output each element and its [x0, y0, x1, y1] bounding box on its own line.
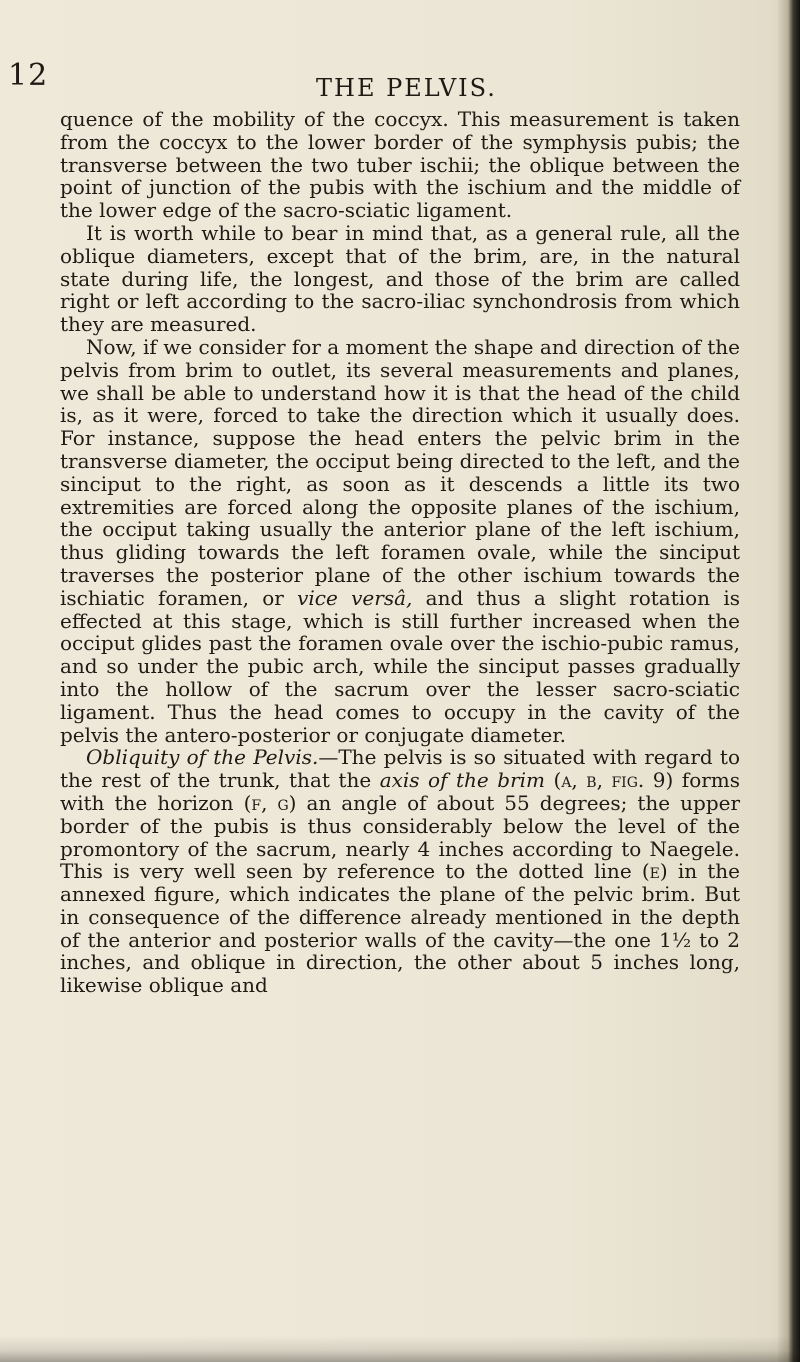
running-title: THE PELVIS. [316, 74, 497, 102]
paragraph-obliquity [60, 746, 740, 997]
body-text [60, 108, 740, 997]
page-number: 12 [8, 58, 49, 93]
page-bottom-edge [0, 1336, 800, 1362]
figure-reference: (f, g) [243, 790, 297, 815]
text-segment: —The pelvis is so situated with regard to the rest of the trunk, that the [60, 745, 740, 793]
paragraph-continuation: quence of the mobility of the coccyx. This measurement is taken from the coccyx to the lower border of the symphysis pubis; the transverse between the two tuber ischii; the oblique between the point of junction of the pubis with the ischium and the middle of the lower edge of the sacro-sciatic ligament. [60, 107, 740, 223]
text-segment: an angle of about 55 degrees; the upper border of the pubis is thus considerably below the level of the promontory of the sacrum, nearly 4 inches according to Naegele. This is very well seen by reference to the dotted line [60, 790, 741, 884]
text-segment: Now, if we consider for a moment the shape and direction of the pelvis from brim to outlet, its several measurements and planes, we shall be able to understand how it is that the head of the child is, as it were, forced to take the direction which it usually does. For instance, suppose the head enters the pelvic brim in the transverse diameter, the occiput being directed to the left, and the sinciput to the right, as soon as it descends a little its two extremities are forced along the opposite planes of the ischium, the occiput taking usually the anterior plane of the left ischium, thus gliding towards the left foramen ovale, while the sinciput traverses the posterior plane of the other ischium towards the ischiatic foramen, or [60, 334, 740, 610]
figure-reference: (a, b, fig. 9) [553, 768, 674, 793]
paragraph-head-rotation [60, 336, 740, 746]
text-segment: forms with the horizon [60, 768, 741, 815]
book-spine-shadow [778, 0, 800, 1362]
figure-reference: (e) [641, 859, 668, 884]
italic-vice-versa: vice versâ, [297, 585, 413, 610]
text-segment: and thus a slight rotation is effected at this stage, which is still further increased when the occiput glides past the foramen ovale over the ischio-pubic ramus, and so under the pubic arch, while the sinciput passes gradually into the hollow of the sacrum over the lesser sacro-sciatic ligament. Thus the head comes to occupy in the cavity of the pelvis the antero-posterior or conjugate diameter. [60, 585, 740, 747]
text-segment: in the annexed figure, which indicates the plane of the pelvic brim. But in consequence of the difference already mentioned in the depth of the anterior and posterior walls of the cavity—the one 1½ to 2 inches, and oblique in direction, the other about 5 inches long, likewise oblique and [60, 859, 741, 998]
paragraph-oblique-diameters: It is worth while to bear in mind that, as a general rule, all the oblique diameters, except that of the brim, are, in the natural state during life, the longest, and those of the brim are called right or left according to the sacro-iliac synchondrosis from which they are measured. [60, 220, 740, 337]
italic-axis-of-brim: axis of the brim [379, 768, 545, 793]
section-heading: Obliquity of the Pelvis. [86, 745, 319, 770]
